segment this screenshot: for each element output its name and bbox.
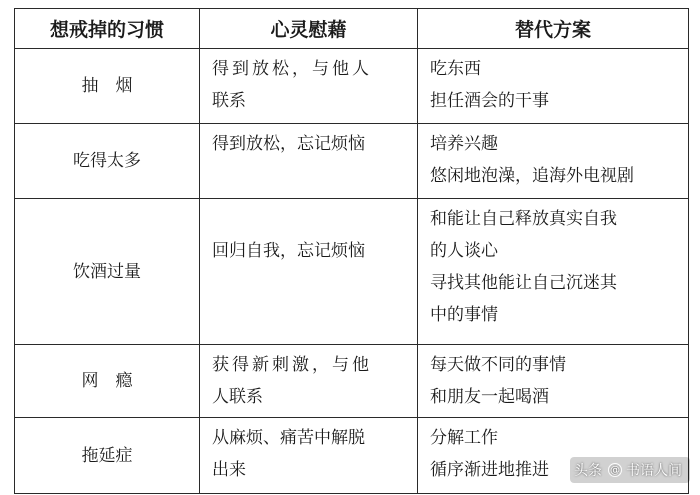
alternative-line: 循序渐进地推进: [430, 460, 549, 480]
comfort-line: 联系: [212, 91, 246, 111]
comfort-cell: [200, 49, 418, 124]
alternative-line: 中的事情: [430, 305, 498, 325]
alternative-line: 分解工作: [430, 428, 498, 448]
table-row: [15, 124, 689, 199]
watermark-source: 头条: [574, 463, 602, 479]
alternatives-cell: [418, 49, 689, 124]
habits-table: [14, 8, 689, 494]
alternatives-cell: [418, 199, 689, 345]
comfort-line: 得到放松，与他人: [212, 59, 372, 79]
comfort-cell: [200, 199, 418, 345]
comfort-cell: [200, 124, 418, 199]
comfort-cell: [200, 418, 418, 494]
alternative-line: 的人谈心: [430, 241, 498, 261]
comfort-line: 人联系: [212, 387, 263, 407]
alternative-line: 吃东西: [430, 59, 481, 79]
habit-cell: 抽 烟: [15, 49, 200, 124]
header-comfort: 心灵慰藉: [200, 9, 418, 49]
comfort-line: 从麻烦、痛苦中解脱: [212, 428, 365, 448]
watermark-author: 书语人间: [626, 463, 682, 479]
header-alternatives: 替代方案: [418, 9, 689, 49]
alternative-line: 每天做不同的事情: [430, 355, 566, 375]
header-habit: 想戒掉的习惯: [15, 9, 200, 49]
watermark: [570, 457, 690, 483]
alternatives-cell: [418, 124, 689, 199]
comfort-line: 获得新刺激，与他: [212, 355, 372, 375]
habit-cell: 吃得太多: [15, 124, 200, 199]
habit-cell: 网 瘾: [15, 345, 200, 418]
habit-cell: 拖延症: [15, 418, 200, 494]
alternative-line: 和能让自己释放真实自我: [430, 209, 617, 229]
table-header-row: [15, 9, 689, 49]
alternative-line: 和朋友一起喝酒: [430, 387, 549, 407]
comfort-line: 出来: [212, 460, 246, 480]
comfort-line: 得到放松，忘记烦恼: [212, 134, 365, 154]
alternative-line: 担任酒会的干事: [430, 91, 549, 111]
comfort-cell: [200, 345, 418, 418]
alternative-line: 寻找其他能让自己沉迷其: [430, 273, 617, 293]
alternative-line: 培养兴趣: [430, 134, 498, 154]
habit-cell: 饮酒过量: [15, 199, 200, 345]
alternative-line: 悠闲地泡澡，追海外电视剧: [430, 166, 634, 186]
table-row: [15, 49, 689, 124]
table-row: [15, 345, 689, 418]
table-row: [15, 199, 689, 345]
comfort-line: 回归自我，忘记烦恼: [212, 241, 365, 261]
at-icon: @: [610, 465, 620, 476]
alternatives-cell: [418, 345, 689, 418]
